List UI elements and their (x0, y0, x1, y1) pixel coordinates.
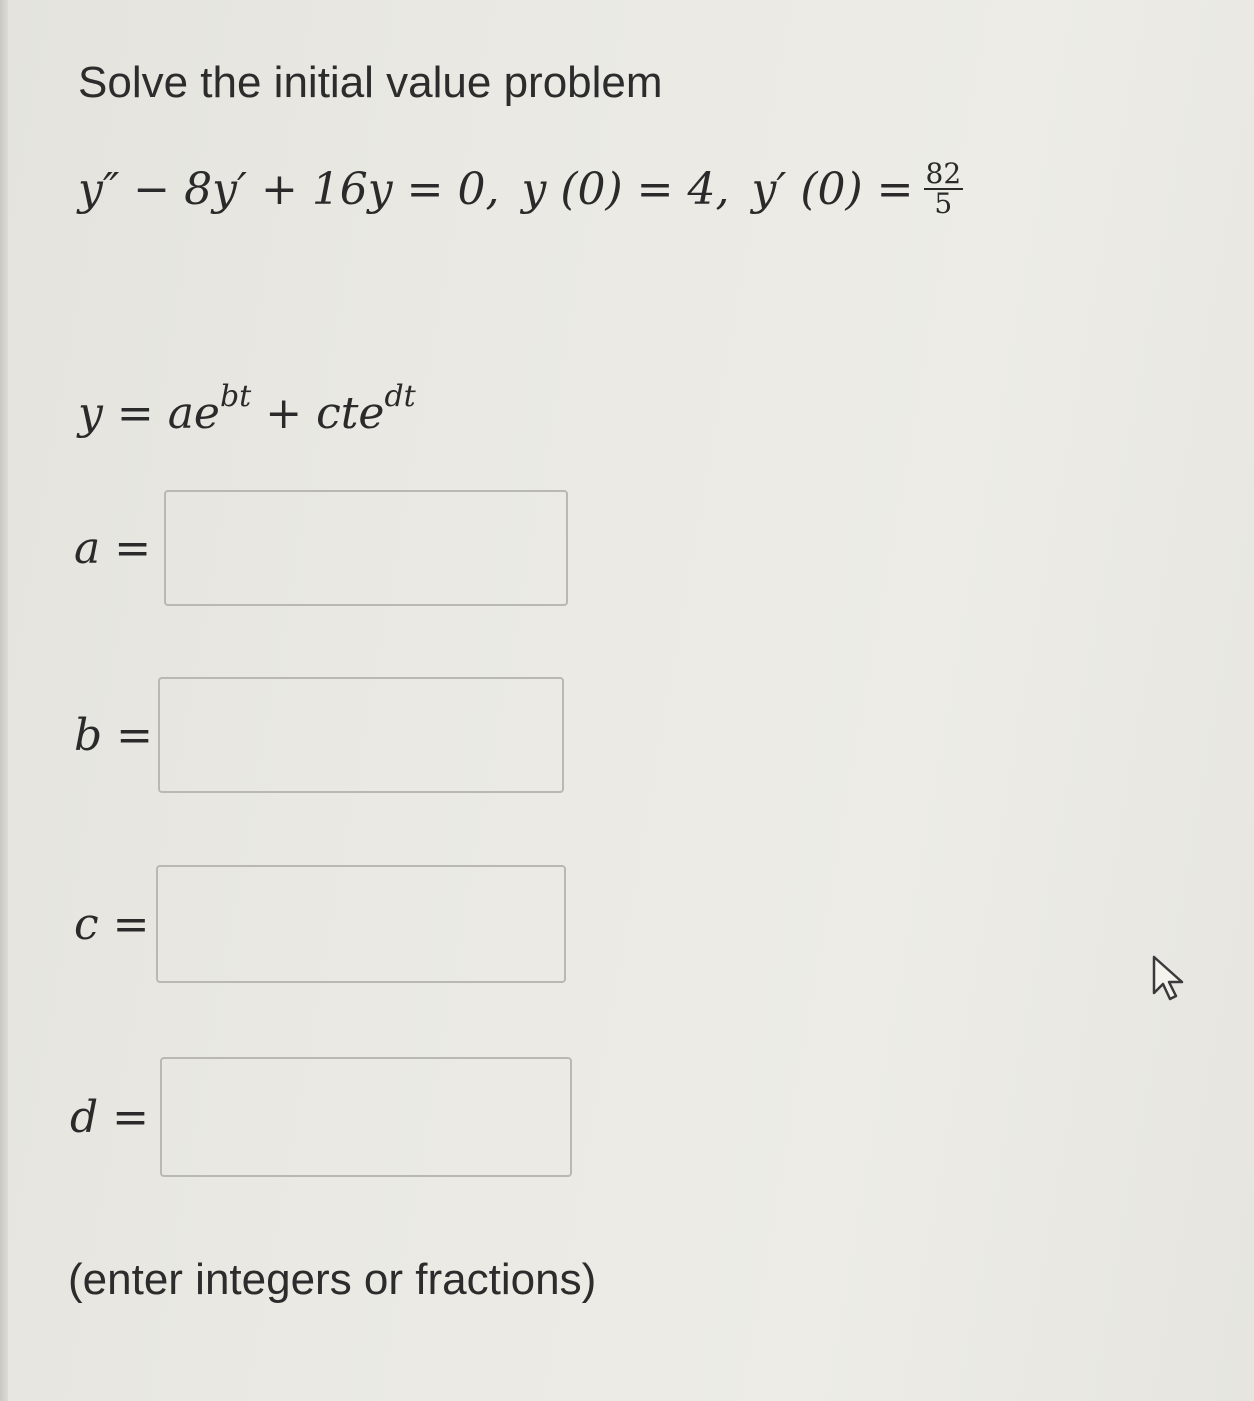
field-row-c (74, 865, 566, 983)
exponent-dt: dt (384, 379, 416, 414)
initial-condition-2: y′ (0) = (751, 163, 914, 215)
field-label-b: b = (74, 709, 154, 761)
field-label-c: c = (74, 898, 150, 950)
exponent-bt: bt (219, 379, 252, 414)
mouse-pointer-icon (1150, 955, 1190, 1005)
general-solution-form (78, 379, 416, 439)
answer-input-c[interactable] (156, 865, 566, 983)
answer-input-b[interactable] (158, 677, 564, 793)
equation-lhs: y″ − 8y′ + 16y = 0, (78, 163, 500, 215)
input-hint: (enter integers or fractions) (68, 1255, 597, 1304)
field-row-a (74, 490, 568, 606)
fraction-numerator: 82 (925, 157, 962, 190)
initial-condition-1: y (0) = 4, (521, 163, 730, 215)
differential-equation (78, 157, 963, 220)
field-row-b (74, 677, 564, 793)
fraction-denominator: 5 (934, 187, 953, 220)
field-row-d (70, 1057, 572, 1177)
problem-title: Solve the initial value problem (78, 58, 663, 107)
initial-condition-fraction (924, 157, 964, 220)
answer-input-d[interactable] (160, 1057, 572, 1177)
field-label-a: a = (74, 522, 152, 574)
answer-input-a[interactable] (164, 490, 568, 606)
general-solution-prefix: y = ae (78, 388, 220, 439)
field-label-d: d = (70, 1091, 150, 1143)
general-solution-middle: + cte (251, 388, 385, 439)
page-left-edge (0, 0, 8, 1401)
